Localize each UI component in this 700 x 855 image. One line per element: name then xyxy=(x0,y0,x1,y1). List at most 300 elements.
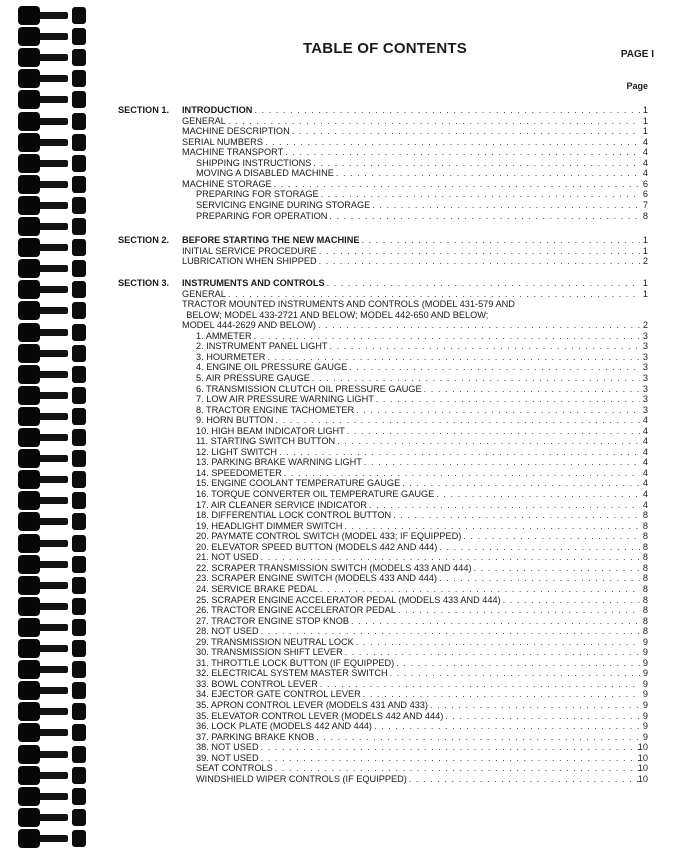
toc-entry-text: 5. AIR PRESSURE GAUGE xyxy=(196,372,310,383)
binding-ring xyxy=(28,793,68,800)
dot-leader xyxy=(396,658,640,669)
dot-leader xyxy=(261,552,640,563)
toc-page-number: 8 xyxy=(642,605,648,616)
dot-leader xyxy=(267,352,640,363)
toc-entry-title xyxy=(196,584,640,595)
dot-leader xyxy=(376,394,640,405)
toc-page-number: 8 xyxy=(642,510,648,521)
toc-entry xyxy=(0,436,700,447)
toc-entry-title xyxy=(182,235,640,246)
toc-entry-title xyxy=(196,168,640,179)
toc-entry xyxy=(0,679,700,690)
toc-entry-title xyxy=(196,626,640,637)
toc-page-number: 4 xyxy=(642,478,648,489)
toc-entry xyxy=(0,116,700,127)
toc-page-number: 9 xyxy=(642,657,648,668)
dot-leader xyxy=(329,211,640,222)
toc-page-number: 1 xyxy=(642,126,648,137)
toc-entry-title xyxy=(182,299,640,310)
toc-entry-text: MOVING A DISABLED MACHINE xyxy=(196,168,334,179)
toc-entry xyxy=(0,700,700,711)
toc-page-number: 8 xyxy=(642,583,648,594)
dot-leader xyxy=(265,137,640,148)
toc-entry xyxy=(0,521,700,532)
toc-page-number: 9 xyxy=(642,731,648,742)
toc-page-number: 9 xyxy=(642,700,648,710)
toc-page-number: 8 xyxy=(642,552,648,563)
toc-page-number: 4 xyxy=(642,499,648,510)
toc-entry-title xyxy=(196,616,640,627)
toc-entry-text: INTRODUCTION xyxy=(182,105,253,115)
toc-entry xyxy=(0,626,700,637)
binding-ring xyxy=(28,814,68,821)
toc-entry-title xyxy=(196,679,640,690)
toc-entry xyxy=(0,563,700,574)
toc-entry xyxy=(0,179,700,190)
toc-page-number: 10 xyxy=(637,763,648,774)
toc-entry-text: MODEL 444-2629 AND BELOW) xyxy=(182,320,316,331)
toc-entry-text: 6. TRANSMISSION CLUTCH OIL PRESSURE GAUGE xyxy=(196,383,422,394)
toc-entry-text: INSTRUMENTS AND CONTROLS xyxy=(182,278,325,288)
dot-leader xyxy=(313,158,640,169)
toc-page-number: 2 xyxy=(642,256,648,267)
toc-entry-text: 34. EJECTOR GATE CONTROL LEVER xyxy=(196,689,361,700)
dot-leader xyxy=(274,179,640,190)
toc-page-number: 3 xyxy=(642,341,648,352)
toc-entry xyxy=(0,189,700,200)
toc-entry-title xyxy=(182,147,640,158)
toc-entry-text: 15. ENGINE COOLANT TEMPERATURE GAUGE xyxy=(196,478,401,489)
toc-entry xyxy=(0,147,700,158)
toc-entry xyxy=(0,320,700,331)
toc-entry-text: 13. PARKING BRAKE WARNING LIGHT xyxy=(196,457,362,468)
toc-entry-title xyxy=(182,137,640,148)
toc-entry-title xyxy=(196,700,640,711)
toc-entry-text: 23. SCRAPER ENGINE SWITCH (MODELS 433 AND 444) xyxy=(196,573,437,584)
toc-entry-title xyxy=(196,189,640,200)
toc-page-number: 1 xyxy=(642,245,648,256)
dot-leader xyxy=(439,573,640,584)
dot-leader xyxy=(327,278,640,289)
dot-leader xyxy=(356,405,640,416)
toc-entry-text: 19. HEADLIGHT DIMMER SWITCH xyxy=(196,520,343,531)
toc-entry-title xyxy=(182,105,640,116)
binding-ring xyxy=(28,75,68,82)
toc-entry xyxy=(0,405,700,416)
toc-entry xyxy=(0,711,700,722)
dot-leader xyxy=(439,542,640,553)
toc-entry xyxy=(0,531,700,542)
toc-entry-text: 31. THROTTLE LOCK BUTTON (IF EQUIPPED) xyxy=(196,657,395,668)
toc-entry xyxy=(0,457,700,468)
dot-leader xyxy=(393,510,640,521)
toc-entry-title xyxy=(196,542,640,553)
toc-entry-text: 39. NOT USED xyxy=(196,752,259,763)
toc-entry-title xyxy=(196,552,640,563)
dot-leader xyxy=(424,384,640,395)
toc-page-number: 8 xyxy=(642,626,648,637)
dot-leader xyxy=(463,531,640,542)
toc-page-number: 4 xyxy=(642,136,648,147)
dot-leader xyxy=(361,235,640,246)
toc-entry-text: 36. LOCK PLATE (MODELS 442 AND 444) xyxy=(196,721,372,732)
toc-entry-text: 27. TRACTOR ENGINE STOP KNOB xyxy=(196,615,349,626)
toc-entry xyxy=(0,742,700,753)
toc-entry xyxy=(0,299,700,310)
toc-entry-title xyxy=(196,468,640,479)
toc-entry xyxy=(0,595,700,606)
toc-page-number: 6 xyxy=(642,189,648,200)
toc-entry-title xyxy=(196,658,640,669)
toc-entry xyxy=(0,542,700,553)
dot-leader xyxy=(369,500,640,511)
toc-page-number: 9 xyxy=(642,678,648,689)
toc-page-number: 9 xyxy=(642,710,648,721)
toc-entry-text: 1. AMMETER xyxy=(196,330,252,341)
toc-entry-title xyxy=(196,489,640,500)
toc-entry xyxy=(0,126,700,137)
toc-entry-text: 4. ENGINE OIL PRESSURE GAUGE xyxy=(196,362,348,373)
dot-leader xyxy=(321,189,640,200)
toc-entry-text: BELOW; MODEL 433-2721 AND BELOW; MODEL 442-650 AND BELOW; xyxy=(186,309,489,320)
section-label: SECTION 1. xyxy=(118,105,170,115)
toc-entry-text: 37. PARKING BRAKE KNOB xyxy=(196,731,315,742)
dot-leader xyxy=(398,605,640,616)
toc-entry-text: 28. NOT USED xyxy=(196,626,259,637)
toc-entry xyxy=(0,235,700,246)
section-label: SECTION 3. xyxy=(118,278,170,288)
toc-page-number: 9 xyxy=(642,636,648,647)
toc-entry xyxy=(0,753,700,764)
toc-entry-title xyxy=(196,573,640,584)
toc-page-number: 4 xyxy=(642,446,648,457)
toc-entry-text: 32. ELECTRICAL SYSTEM MASTER SWITCH xyxy=(196,668,388,679)
toc-page-number: 10 xyxy=(637,773,648,784)
toc-entry-text: GENERAL xyxy=(182,115,226,126)
toc-entry xyxy=(0,373,700,384)
dot-leader xyxy=(320,584,640,595)
toc-entry xyxy=(0,584,700,595)
toc-page-number: 9 xyxy=(642,689,648,700)
toc-entry-text: SERVICING ENGINE DURING STORAGE xyxy=(196,199,371,210)
toc-entry-text: 29. TRANSMISSION NEUTRAL LOCK xyxy=(196,636,354,647)
dot-leader xyxy=(349,362,640,373)
toc-entry xyxy=(0,362,700,373)
toc-entry-title xyxy=(186,310,640,321)
toc-page-number: 4 xyxy=(642,467,648,478)
toc-page-number: 8 xyxy=(642,562,648,573)
toc-entry-title xyxy=(196,405,640,416)
toc-entry-text: 35. ELEVATOR CONTROL LEVER (MODELS 442 AND 444) xyxy=(196,710,444,721)
toc-page-number: 4 xyxy=(642,147,648,158)
toc-page-number: 4 xyxy=(642,457,648,468)
dot-leader xyxy=(345,647,640,658)
toc-entry-title xyxy=(196,373,640,384)
toc-entry xyxy=(0,732,700,743)
toc-entry-text: 10. HIGH BEAM INDICATOR LIGHT xyxy=(196,425,345,436)
toc-entry xyxy=(0,278,700,289)
toc-entry-text: BEFORE STARTING THE NEW MACHINE xyxy=(182,235,360,245)
toc-entry-text: 30. TRANSMISSION SHIFT LEVER xyxy=(196,647,343,658)
toc-entry-title xyxy=(196,211,640,222)
dot-leader xyxy=(430,700,640,711)
dot-leader xyxy=(275,415,640,426)
toc-entry-text: LUBRICATION WHEN SHIPPED xyxy=(182,256,317,267)
dot-leader xyxy=(474,563,640,574)
toc-entry-text: MACHINE TRANSPORT xyxy=(182,147,284,158)
toc-entry-text: 3. HOURMETER xyxy=(196,351,266,362)
dot-leader xyxy=(347,426,640,437)
toc-entry-text: MACHINE DESCRIPTION xyxy=(182,126,290,137)
toc-entry xyxy=(0,256,700,267)
toc-page-number: 6 xyxy=(642,178,648,189)
toc-entry-text: 20. ELEVATOR SPEED BUTTON (MODELS 442 AND 444) xyxy=(196,541,438,552)
dot-leader xyxy=(372,200,640,211)
toc-entry-title xyxy=(182,126,640,137)
toc-entry-title xyxy=(196,647,640,658)
toc-entry xyxy=(0,721,700,732)
toc-entry-title xyxy=(196,352,640,363)
toc-entry xyxy=(0,489,700,500)
toc-entry-text: PREPARING FOR STORAGE xyxy=(196,189,319,200)
toc-entry-title xyxy=(196,521,640,532)
toc-page-number: 9 xyxy=(642,647,648,658)
binding-ring xyxy=(28,96,68,103)
dot-leader xyxy=(363,689,640,700)
toc-entry-text: SHIPPING INSTRUCTIONS xyxy=(196,157,312,168)
toc-page-number: 3 xyxy=(642,404,648,415)
toc-entry-text: 22. SCRAPER TRANSMISSION SWITCH (MODELS 433 AND 444) xyxy=(196,562,472,573)
toc-entry-title xyxy=(196,457,640,468)
toc-entry xyxy=(0,289,700,300)
toc-entry xyxy=(0,478,700,489)
toc-entry-title xyxy=(182,256,640,267)
binding-ring xyxy=(28,223,68,230)
toc-entry-title xyxy=(196,510,640,521)
dot-leader xyxy=(279,447,640,458)
toc-entry-title xyxy=(196,605,640,616)
toc-entry-text: 21. NOT USED xyxy=(196,552,259,563)
toc-entry xyxy=(0,168,700,179)
toc-entry-text: 16. TORQUE CONVERTER OIL TEMPERATURE GAUGE xyxy=(196,489,435,499)
toc-entry xyxy=(0,331,700,342)
toc-entry xyxy=(0,552,700,563)
toc-entry-title xyxy=(196,753,640,764)
dot-leader xyxy=(402,478,640,489)
toc-entry xyxy=(0,510,700,521)
toc-entry-text: 11. STARTING SWITCH BUTTON xyxy=(196,436,336,447)
toc-entry-text: GENERAL xyxy=(182,288,226,299)
toc-page-number: 3 xyxy=(642,372,648,383)
toc-entry xyxy=(0,500,700,511)
toc-entry-text: 8. TRACTOR ENGINE TACHOMETER xyxy=(196,404,355,415)
section-label: SECTION 2. xyxy=(118,235,170,245)
toc-entry-text: 35. APRON CONTROL LEVER (MODELS 431 AND 433) xyxy=(196,700,428,710)
toc-entry-title xyxy=(196,447,640,458)
dot-leader xyxy=(344,521,640,532)
toc-entry xyxy=(0,689,700,700)
toc-entry-title xyxy=(182,278,640,289)
toc-page-number: 8 xyxy=(642,573,648,584)
toc-entry xyxy=(0,105,700,116)
toc-page-number: 10 xyxy=(637,752,648,763)
dot-leader xyxy=(261,753,640,764)
toc-entry-title xyxy=(196,200,640,211)
toc-entry xyxy=(0,384,700,395)
toc-page-number: 1 xyxy=(642,105,648,115)
dot-leader xyxy=(312,373,640,384)
dot-leader xyxy=(356,637,640,648)
toc-page-number: 1 xyxy=(642,278,648,288)
toc-page-number: 1 xyxy=(642,288,648,299)
toc-page-number: 8 xyxy=(642,531,648,542)
toc-entry xyxy=(0,573,700,584)
toc-page-number: 3 xyxy=(642,351,648,362)
dot-leader xyxy=(261,626,640,637)
toc-entry xyxy=(0,605,700,616)
dot-leader xyxy=(445,711,640,722)
toc-entry xyxy=(0,426,700,437)
dot-leader xyxy=(374,721,640,732)
toc-entry-title xyxy=(196,394,640,405)
toc-entry xyxy=(0,658,700,669)
dot-leader xyxy=(337,436,640,447)
toc-entry-text: 2. INSTRUMENT PANEL LIGHT xyxy=(196,341,328,352)
toc-entry-text: TRACTOR MOUNTED INSTRUMENTS AND CONTROLS (MODEL 431-579 AND xyxy=(182,299,515,310)
toc-entry-title xyxy=(196,732,640,743)
toc-entry xyxy=(0,763,700,774)
dot-leader xyxy=(336,168,640,179)
toc-page-number: 1 xyxy=(642,235,648,245)
toc-entry-title xyxy=(182,246,640,257)
toc-entry-title xyxy=(196,531,640,542)
toc-page-number: 4 xyxy=(642,436,648,447)
toc-entry xyxy=(0,341,700,352)
toc-entry xyxy=(0,774,700,785)
toc-entry-title xyxy=(196,415,640,426)
dot-leader xyxy=(228,289,640,300)
dot-leader xyxy=(390,668,640,679)
dot-leader xyxy=(292,126,640,137)
toc-entry-text: 20. PAYMATE CONTROL SWITCH (MODEL 433; IF EQUIPPED) xyxy=(196,531,462,542)
toc-entry xyxy=(0,352,700,363)
toc-entry-title xyxy=(182,179,640,190)
dot-leader xyxy=(351,616,640,627)
page-number-label: PAGE I xyxy=(620,49,654,60)
toc-page-number: 4 xyxy=(642,489,648,499)
toc-page-number: 3 xyxy=(642,394,648,405)
dot-leader xyxy=(320,679,640,690)
toc-entry-text: 9. HORN BUTTON xyxy=(196,415,274,426)
toc-entry-text: PREPARING FOR OPERATION xyxy=(196,210,328,221)
toc-entry-title xyxy=(196,478,640,489)
toc-entry-title xyxy=(182,116,640,127)
toc-page-number: 4 xyxy=(642,157,648,168)
toc-entry-text: 18. DIFFERENTIAL LOCK CONTROL BUTTON xyxy=(196,510,392,521)
toc-entry-text: SERIAL NUMBERS xyxy=(182,136,263,147)
toc-entry-title xyxy=(196,668,640,679)
toc-entry xyxy=(0,394,700,405)
toc-entry xyxy=(0,616,700,627)
dot-leader xyxy=(228,116,640,127)
dot-leader xyxy=(254,105,640,116)
dot-leader xyxy=(261,742,640,753)
toc-page-number: 3 xyxy=(642,362,648,373)
dot-leader xyxy=(318,320,640,331)
toc-entry xyxy=(0,310,700,321)
toc-entry xyxy=(0,415,700,426)
toc-page-number: 8 xyxy=(642,541,648,552)
toc-entry-text: 12. LIGHT SWITCH xyxy=(196,446,278,457)
toc-entry xyxy=(0,137,700,148)
toc-page-number: 3 xyxy=(642,383,648,394)
toc-entry-text: 14. SPEEDOMETER xyxy=(196,467,282,478)
toc-entry-title xyxy=(196,763,640,774)
dot-leader xyxy=(330,341,640,352)
toc-entry-title xyxy=(182,320,640,331)
toc-entry-text: MACHINE STORAGE xyxy=(182,178,272,189)
toc-entry-title xyxy=(196,436,640,447)
toc-entry-text: WINDSHIELD WIPER CONTROLS (IF EQUIPPED) xyxy=(196,773,407,784)
dot-leader xyxy=(319,246,640,257)
toc-page-number: 4 xyxy=(642,168,648,179)
toc-entry-text: 38. NOT USED xyxy=(196,742,259,753)
toc-entry-title xyxy=(196,711,640,722)
toc-entry-title xyxy=(196,689,640,700)
toc-entry-title xyxy=(196,500,640,511)
toc-page-number: 8 xyxy=(642,520,648,531)
toc-entry-title xyxy=(196,362,640,373)
dot-leader xyxy=(364,457,640,468)
binding-ring xyxy=(28,835,68,842)
toc-entry xyxy=(0,158,700,169)
toc-page-number: 3 xyxy=(642,330,648,341)
toc-entry-title xyxy=(196,742,640,753)
toc-entry-title xyxy=(196,158,640,169)
toc-entry-text: SEAT CONTROLS xyxy=(196,763,273,774)
toc-entry-title xyxy=(196,595,640,606)
toc-entry-text: 26. TRACTOR ENGINE ACCELERATOR PEDAL xyxy=(196,605,396,616)
toc-entry-text: 24. SERVICE BRAKE PEDAL xyxy=(196,583,318,594)
toc-entry-title xyxy=(196,637,640,648)
toc-entry-title xyxy=(182,289,640,300)
toc-entry-title xyxy=(196,341,640,352)
toc-entry xyxy=(0,200,700,211)
toc-entry-title xyxy=(196,426,640,437)
dot-leader xyxy=(284,468,640,479)
binding-ring xyxy=(28,12,68,19)
dot-leader xyxy=(436,489,640,500)
toc-page-number: 7 xyxy=(642,199,648,210)
toc-entry-text: 7. LOW AIR PRESSURE WARNING LIGHT xyxy=(196,394,374,405)
toc-entry xyxy=(0,246,700,257)
toc-page-number: 10 xyxy=(637,742,648,753)
toc-entry-title xyxy=(196,384,640,395)
toc-entry-text: 25. SCRAPER ENGINE ACCELERATOR PEDAL (MODELS 433 AND 444) xyxy=(196,594,501,605)
toc-entry-title xyxy=(196,721,640,732)
toc-entry xyxy=(0,447,700,458)
dot-leader xyxy=(409,774,640,785)
toc-entry xyxy=(0,468,700,479)
toc-entry-title xyxy=(196,331,640,342)
toc-page-number: 1 xyxy=(642,115,648,126)
toc-entry-title xyxy=(196,563,640,574)
dot-leader xyxy=(319,256,640,267)
toc-entry-text: 33. BOWL CONTROL LEVER xyxy=(196,678,318,689)
toc-entry xyxy=(0,668,700,679)
toc-entry-title xyxy=(196,774,640,785)
toc-entry xyxy=(0,211,700,222)
